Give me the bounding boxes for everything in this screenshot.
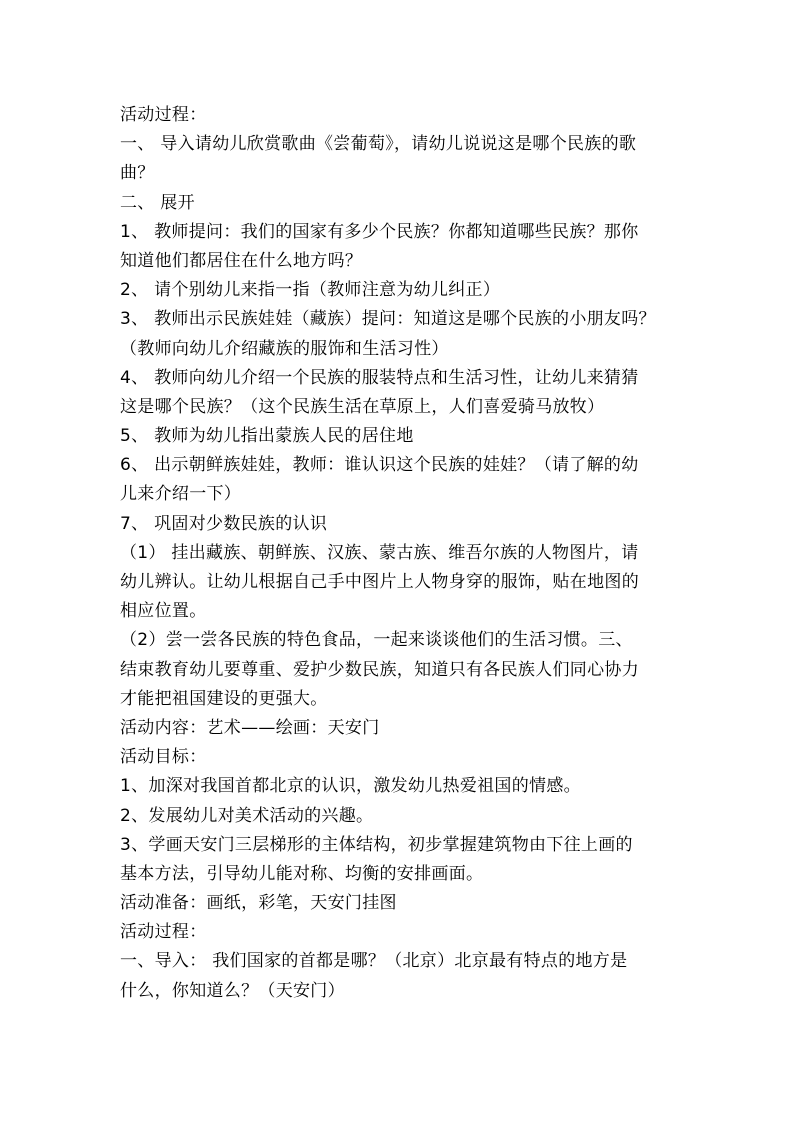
text-line: 活动过程： bbox=[120, 922, 207, 943]
text-line: 一、导入： 我们国家的首都是哪？（北京）北京最有特点的地方是 bbox=[120, 951, 628, 972]
text-line: 7、 巩固对少数民族的认识 bbox=[120, 513, 328, 534]
text-line: 一、 导入请幼儿欣赏歌曲《尝葡萄》，请幼儿说说这是哪个民族的歌 bbox=[120, 134, 637, 155]
text-line: 活动目标： bbox=[120, 747, 207, 768]
text-line: 相应位置。 bbox=[120, 601, 207, 622]
text-line: 幼儿辨认。让幼儿根据自己手中图片上人物身穿的服饰，贴在地图的 bbox=[120, 572, 639, 592]
text-line: 基本方法，引导幼儿能对称、均衡的安排画面。 bbox=[120, 863, 484, 884]
text-line: 活动内容：艺术——绘画：天安门 bbox=[120, 717, 380, 738]
text-line: （2）尝一尝各民族的特色食品，一起来谈谈他们的生活习惯。三、 bbox=[120, 630, 633, 651]
text-line: 这是哪个民族？（这个民族生活在草原上，人们喜爱骑马放牧） bbox=[120, 396, 605, 417]
text-line: 1、 教师提问：我们的国家有多少个民族？你都知道哪些民族？那你 bbox=[120, 221, 639, 242]
text-line: （教师向幼儿介绍藏族的服饰和生活习性） bbox=[120, 338, 449, 359]
text-line: 活动准备：画纸，彩笔，天安门挂图 bbox=[120, 893, 397, 914]
text-line: 结束教育幼儿要尊重、爱护少数民族，知道只有各民族人们同心协力 bbox=[120, 659, 639, 680]
text-line: 6、 出示朝鲜族娃娃，教师：谁认识这个民族的娃娃？（请了解的幼 bbox=[120, 455, 639, 476]
text-line: 知道他们都居住在什么地方吗？ bbox=[120, 250, 363, 271]
text-line: 曲？ bbox=[120, 163, 155, 184]
text-line: 4、 教师向幼儿介绍一个民族的服装特点和生活习性，让幼儿来猜猜 bbox=[120, 367, 639, 388]
document-body bbox=[120, 101, 680, 1006]
text-line: 2、发展幼儿对美术活动的兴趣。 bbox=[120, 805, 374, 826]
text-line: 3、学画天安门三层梯形的主体结构，初步掌握建筑物由下往上画的 bbox=[120, 834, 633, 855]
text-line: 1、加深对我国首都北京的认识，激发幼儿热爱祖国的情感。 bbox=[120, 776, 581, 797]
text-line: 什么，你知道么？（天安门） bbox=[120, 980, 345, 1001]
text-line: 儿来介绍一下） bbox=[120, 484, 242, 505]
text-line: 5、 教师为幼儿指出蒙族人民的居住地 bbox=[120, 426, 414, 447]
text-line: （1） 挂出藏族、朝鲜族、汉族、蒙古族、维吾尔族的人物图片，请 bbox=[120, 542, 639, 563]
text-line: 2、 请个别幼儿来指一指（教师注意为幼儿纠正） bbox=[120, 280, 501, 301]
text-line: 才能把祖国建设的更强大。 bbox=[120, 688, 328, 709]
text-line: 二、 展开 bbox=[120, 192, 195, 213]
text-line: 活动过程： bbox=[120, 105, 207, 125]
text-line: 3、 教师出示民族娃娃（藏族）提问：知道这是哪个民族的小朋友吗？ bbox=[120, 309, 656, 330]
